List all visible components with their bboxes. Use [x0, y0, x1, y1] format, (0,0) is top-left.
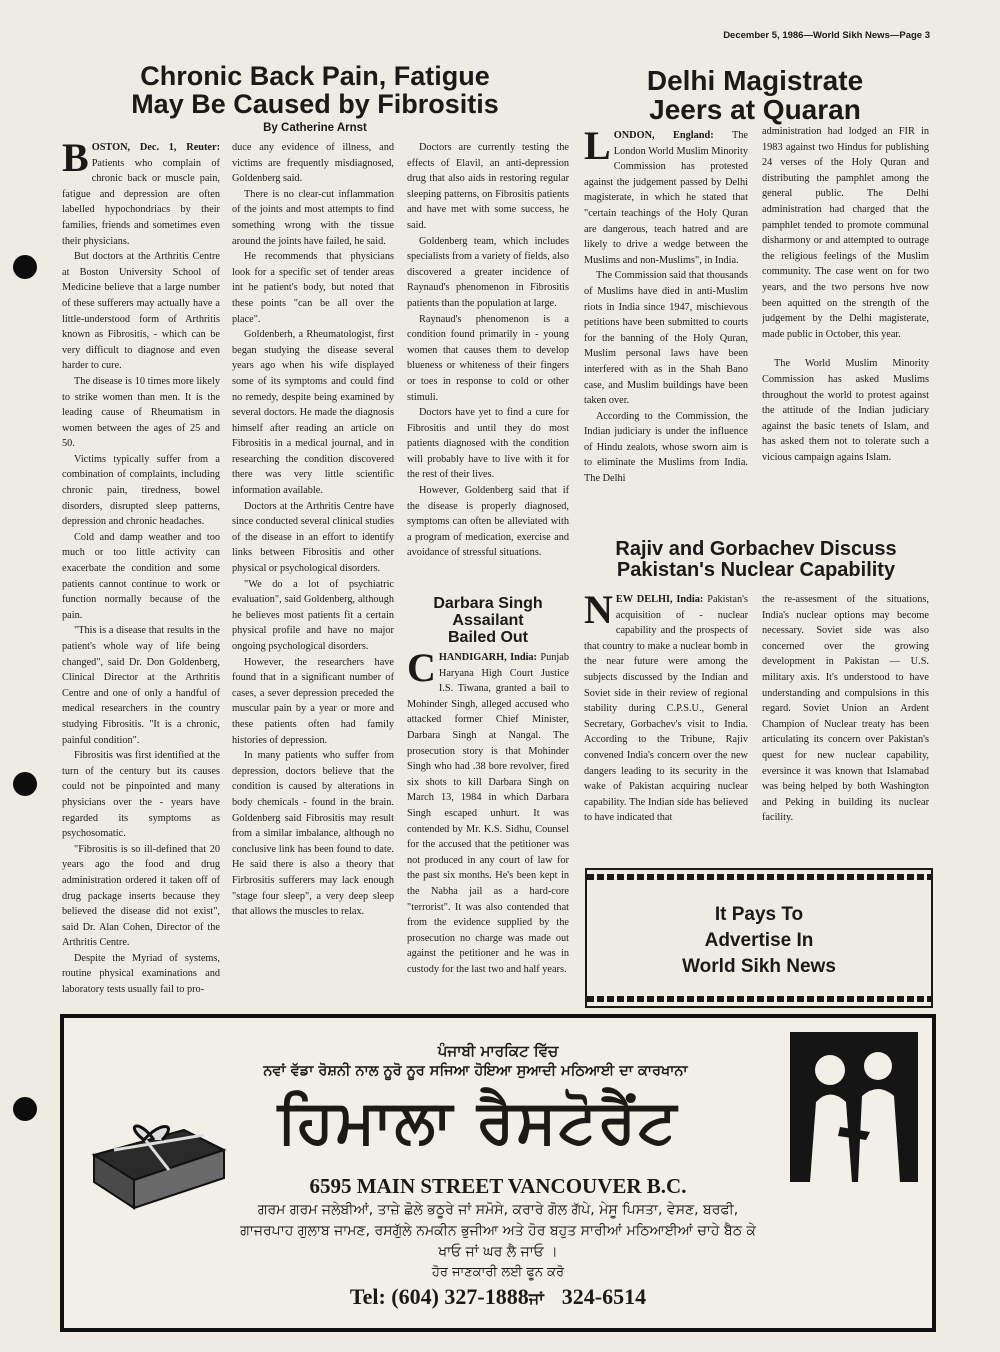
- article1-dateline: OSTON, Dec. 1, Reuter:: [91, 142, 220, 153]
- article2-headline-line2: Assailant: [452, 612, 524, 629]
- article2-column: [407, 650, 569, 1012]
- article4-dateline: EW DELHI, India:: [615, 594, 704, 605]
- article1-paragraph: duce any evidence of illness, and victims are frequently misdiagnosed, Goldenberg said.: [232, 142, 394, 185]
- house-ad-line1: It Pays To: [714, 904, 804, 925]
- house-ad-line3: World Sikh News: [682, 956, 836, 977]
- article1-paragraph: Cold and damp weather and too much or too little activity can exacerbate the condition and some patients cannot continue to work or function normally because of the pain.: [62, 531, 220, 621]
- article1-paragraph: Patients who complain of chronic back or muscle pain, fatigue and depression are often labelled hypochondriacs by their families, friends and sometimes even their physicians.: [62, 157, 220, 247]
- article1-column-1: [62, 140, 220, 1010]
- article2-paragraph: Punjab Haryana High Court Justice I.S. Tiwana, granted a bail to Mohinder Singh, alleged accused who attacked former Chief Minister, Darbara Singh at Nangal. The prosecution story is that Mohinder Singh who had .38 bore revolver, fired six shots to kill Darbara Singh on March 13, 1984 in which Darbara Singh escaped unhurt. It was contended by Mr. K.S. Sidhu, Counsel for the accused that the petitioner was not produced in any court of law for the past six months. He's been kept in the Nabha jail as a hard-core "terrorist". It was also contended that from the evidence supplied by the prosecution no charge was made out against the petitioner and he was in custody for the last two and half years.: [407, 652, 569, 975]
- article3-dropcap: L: [584, 128, 611, 168]
- article4-paragraph: the re-assesment of the situations, India's nuclear options may become necessary. Soviet side was also concerned over the growing development in Pakistan — U.S. military axis. It's understood to have understanding and compulsions in this regard. Soviet Union an Ardent Champion of Nuclear treaty has been articulating its concern over Pakistan's quest for new nuclear capability, eversince it was known that Islamabad was being helped by both Washington and Peking in building its nuclear facility.: [762, 594, 929, 824]
- article1-paragraph: "We do a lot of psychiatric evaluation", said Goldenberg, although he believes most patients fit a certain physical profile and have no major ongoing psychological disorders.: [232, 578, 394, 652]
- article3-paragraph: The London World Muslim Minority Commission has protested against the judgement passed by Delhi magisterate, in which he stated that "certain teachings of the Holy Quran are dangerous, teach hatred and are likely to drive a wedge between the Muslims and non-Muslims", in India.: [584, 130, 748, 266]
- article1-column-2: [232, 140, 394, 1010]
- article4-headline-line2: Pakistan's Nuclear Capability: [616, 558, 896, 581]
- article1-paragraph: Victims typically suffer from a combination of complaints, including chronic pain, tiredness, bowel disorders, disrupted sleep patterns, depression and chronic headaches.: [62, 453, 220, 528]
- article3-paragraph: The World Muslim Minority Commission has asked Muslims throughout the world to protest against the attitude of the Indian judiciary against the basic tenets of Islam, and has asked them not to tolerate such a vicious campaign agains Islam.: [762, 358, 929, 463]
- restaurant-ad: [60, 1014, 936, 1332]
- article1-headline: [95, 62, 535, 118]
- couple-illustration: [790, 1032, 918, 1182]
- article1-paragraph: But doctors at the Arthritis Centre at Boston University School of Medicine believe that a large number of these sufferers may actually have a little-understood form of Arthritis known as Fibrositis, - which can be very difficult to diagnose and even harder to cure.: [62, 251, 220, 372]
- ad-tagline: ਨਵਾਂ ਵੱਡਾ ਰੋਸ਼ਨੀ ਨਾਲ ਨੂਰੋ ਨੂਰ ਸਜਿਆ ਹੋਇਆ ਸੁਆਦੀ ਮਠਿਆਈ ਦਾ ਕਾਰਖਾਨਾ: [263, 1063, 688, 1079]
- article3-column-2: [762, 124, 929, 528]
- article3-paragraph: The Commission said that thousands of Muslims have died in anti-Muslim riots in India since 1947, mischievous petitions have been submitted to courts for the banning of the Holy Quran, Muslim personal laws have been interfered with as in the Shah Bano case, and Muslim buildings have been taken over.: [584, 270, 748, 407]
- restaurant-address: 6595 MAIN STREET VANCOUVER B.C.: [309, 1174, 687, 1198]
- article2-dropcap: C: [407, 650, 436, 690]
- house-ad-border-bottom: [587, 996, 931, 1002]
- article1-paragraph: However, Goldenberg said that if the disease is properly diagnosed, symptoms can often be alleviated with a program of medication, exercise and avoidance of stressful situations.: [407, 485, 569, 559]
- article1-paragraph: Doctors are currently testing the effects of Elavil, an anti-depression drug that also aids in restoring regular sleeping patterns, on Fibrositis patients and have met with some success, he said.: [407, 142, 569, 231]
- menu-line-2: ਗਾਜਰਪਾਹ ਗੁਲਾਬ ਜਾਮਣ, ਰਸਗੁੱਲੇ ਨਮਕੀਨ ਭੁਜੀਆ ਅਤੇ ਹੋਰ ਬਹੁਤ ਸਾਰੀਆਂ ਮਠਿਆਈਆਂ ਚਾਹੇ ਬੈਠ ਕੇ: [240, 1223, 756, 1239]
- phone-line: [64, 1284, 932, 1310]
- article4-headline: [584, 539, 928, 581]
- article1-paragraph: In many patients who suffer from depression, doctors believe that the condition is caused by alterations in body chemicals - found in the brain. Goldenberg said Fibrositis may result from a similar imbalance, although no conclusive link has been found to date. He said there is also a theory that Firbrositis sufferers may lack enough "stage four sleep", a very deep sleep that allows the muscles to relax.: [232, 750, 394, 918]
- article1-paragraph: However, the researchers have found that in a significant number of cases, a sever depression preceded the muscular pain by a year or more and these patients often had family histories of depression.: [232, 656, 394, 746]
- article1-headline-line1: Chronic Back Pain, Fatigue: [140, 61, 490, 91]
- article1-paragraph: He recommends that physicians look for a specific set of tender areas int he patient's body, but noted that these points "can be all over the place".: [232, 251, 394, 325]
- article3-paragraph: administration had lodged an FIR in 1983 against two Hindus for publishing 24 verses of the Holy Quran and distributing the pamphlet among the general public. The Delhi administration had charged that the pamphlet tended to promote communal disharmony or and attempted to outrage the religious feelings of the Muslim community. The case went on for two years, and the two persons hve now been aquitted on the strength of the judgement by the Delhi magisterate, made public in October, this year.: [762, 126, 929, 340]
- article1-paragraph: The disease is 10 times more likely to strike women than men. It is the leading cause of Rheumatism in women between the ages of 25 and 50.: [62, 375, 220, 450]
- article4-headline-line1: Rajiv and Gorbachev Discuss: [615, 538, 897, 560]
- binder-hole: [13, 772, 37, 796]
- binder-hole: [13, 1097, 37, 1121]
- house-ad-border-top: [587, 874, 931, 880]
- article3-paragraph: According to the Commission, the Indian judiciary is under the influence of Hindu zealots, whose sworn aim is to eliminate the Muslims from India. The Delhi: [584, 410, 748, 485]
- binder-hole: [13, 255, 37, 279]
- article1-paragraph: There is no clear-cut inflammation of the joints and most attempts to find something wrong with the tissue around the joints have failed, he said.: [232, 188, 394, 247]
- article2-headline-line3: Bailed Out: [447, 629, 528, 646]
- article3-headline-line2: Jeers at Quaran: [649, 94, 861, 126]
- phone-primary: Tel: (604) 327-1888: [349, 1284, 529, 1309]
- article2-dateline: HANDIGARH, India:: [438, 652, 537, 663]
- article3-headline: [600, 66, 910, 124]
- article1-paragraph: Doctors at the Arthritis Centre have since conducted several clinical studies of the disease in an effort to identify links between Fibrositis and other physical or psychological disorders.: [232, 500, 394, 575]
- house-ad-line2: Advertise In: [704, 930, 814, 951]
- article3-dateline: ONDON, England:: [613, 130, 714, 141]
- article1-byline: By Catherine Arnst: [263, 122, 367, 134]
- article4-paragraph: Pakistan's acquisition of - nuclear capability and the prospects of that country to make a nuclear bomb in the near future were among the subjects discussed by the Indian and Soviet side in their review of regional stability during C.P.S.U., General Secretary, Gorbachev's visit to India. According to the Tribune, Rajiv convened India's concern over the new dangers leading to its security in the wake of Pakistan acquiring nuclear capability. The Indian side has believed to have indicated that: [584, 594, 748, 824]
- article1-paragraph: "Fibrositis is so ill-defined that 20 years ago the food and drug administration ordered it taken off of drug package inserts because they believed the disease did not exist", said Dr. Alan Cohen, Director of the Arthritis Centre.: [62, 843, 220, 949]
- article3-column-1: [584, 128, 748, 528]
- article1-paragraph: "This is a disease that results in the patient's whole way of life being changed", said Dr. Don Goldenberg, Clinical Director at the Arthritis Centre and one of only a handful of medical researchers in the country studying Fibrositis. "It is a chronic, painful condition".: [62, 625, 220, 746]
- article2-headline: [407, 595, 569, 646]
- ad-top-line: ਪੰਜਾਬੀ ਮਾਰਕਿਟ ਵਿੱਚ: [437, 1042, 559, 1060]
- article2-headline-line1: Darbara Singh: [433, 595, 543, 612]
- article1-paragraph: Fibrositis was first identified at the turn of the century but its causes could not be pinpointed and many physicians over the - years have regarded its symptoms as psychosomatic.: [62, 750, 220, 840]
- article1-paragraph: Despite the Myriad of systems, routine physical examinations and laboratory tests usually fail to pro-: [62, 952, 220, 996]
- article1-column-3: [407, 140, 569, 592]
- article1-dropcap: B: [62, 140, 89, 180]
- house-ad: [585, 868, 933, 1008]
- phone-join: ਜਾਂ: [528, 1289, 544, 1308]
- menu-line-1: ਗਰਮ ਗਰਮ ਜਲੇਬੀਆਂ, ਤਾਜ਼ੇ ਛੋਲੇ ਭਠੂਰੇ ਜਾਂ ਸਮੋਸੇ, ਕਰਾਰੇ ਗੋਲ ਗੱਪੇ, ਮੇਸੂ ਪਿਸਤਾ, ਵੇਸਣ, ਬਰਫੀ,: [257, 1202, 739, 1218]
- article4-column-2: [762, 592, 929, 852]
- article1-paragraph: Doctors have yet to find a cure for Fibrositis and until they do most patients diagnosed with the condition will probably have to live with it for the rest of their lives.: [407, 407, 569, 481]
- phone-secondary: 324-6514: [561, 1284, 647, 1309]
- article3-headline-line1: Delhi Magistrate: [646, 65, 864, 96]
- menu-line-3: ਖਾਓ ਜਾਂ ਘਰ ਲੈ ਜਾਓ ।: [438, 1244, 558, 1260]
- info-line: ਹੋਰ ਜਾਣਕਾਰੀ ਲਈ ਫੂਨ ਕਰੋ: [431, 1265, 565, 1280]
- article4-dropcap: N: [584, 592, 613, 632]
- restaurant-name: ਹਿਮਾਲਾ ਰੈਸਟੋਰੈਂਟ: [277, 1087, 679, 1157]
- article4-column-1: [584, 592, 748, 852]
- house-ad-text: [587, 902, 931, 980]
- article1-headline-line2: May Be Caused by Fibrositis: [131, 89, 499, 120]
- page-folio: December 5, 1986—World Sikh News—Page 3: [723, 30, 930, 41]
- article1-paragraph: Goldenberh, a Rheumatologist, first began studying the disease several years ago when his wife displayed some of its symptoms and could find no remedy, despite being examined by several doctors. He made the diagnosis himself after reading an article on Fibrositis in a medical journal, and in researching the condition discovered there was very little scientific information available.: [232, 329, 394, 497]
- article1-paragraph: Raynaud's phenomenon is a condition found primarily in - young women that causes them to develop blueness or whiteness of their fingers or toes in response to cold or other stimuli.: [407, 313, 569, 403]
- article1-paragraph: Goldenberg team, which includes specialists from a variety of fields, also discovered a greater incidence of Raynaud's phenomenon in Fibrositis patients than the population at large.: [407, 235, 569, 309]
